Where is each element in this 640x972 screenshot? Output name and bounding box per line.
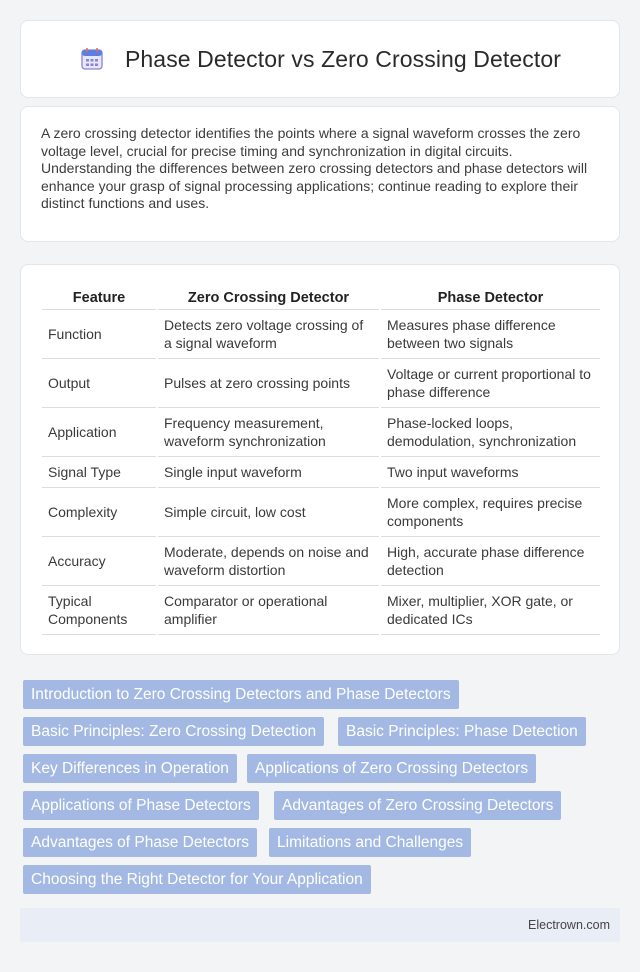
table-cell: Frequency measurement, waveform synchronization [158, 408, 379, 457]
tag-introduction[interactable]: Introduction to Zero Crossing Detectors and Phase Detectors [23, 680, 459, 709]
table-cell: Two input waveforms [381, 457, 600, 488]
header-feature: Feature [42, 285, 156, 310]
table-header-row [42, 285, 600, 310]
tag-key-differences[interactable]: Key Differences in Operation [23, 754, 237, 783]
table-cell: Output [42, 359, 156, 408]
table-cell: Measures phase difference between two signals [381, 310, 600, 359]
table-cell: High, accurate phase difference detection [381, 537, 600, 586]
table-cell: Voltage or current proportional to phase difference [381, 359, 600, 408]
table-cell: Detects zero voltage crossing of a signal waveform [158, 310, 379, 359]
table-row [42, 408, 600, 457]
tag-basic-principles-phase[interactable]: Basic Principles: Phase Detection [338, 717, 586, 746]
table-cell: Single input waveform [158, 457, 379, 488]
tag-applications-zero-crossing[interactable]: Applications of Zero Crossing Detectors [247, 754, 536, 783]
table-row [42, 457, 600, 488]
table-cell: Accuracy [42, 537, 156, 586]
table-row [42, 488, 600, 537]
calendar-icon [79, 46, 105, 72]
header-card [20, 20, 620, 98]
table-cell: More complex, requires precise components [381, 488, 600, 537]
comparison-table [40, 285, 602, 635]
header-phase-detector: Phase Detector [381, 285, 600, 310]
footer-site-name: Electrown.com [528, 918, 610, 932]
table-cell: Comparator or operational amplifier [158, 586, 379, 635]
table-cell: Simple circuit, low cost [158, 488, 379, 537]
page-title: Phase Detector vs Zero Crossing Detector [124, 45, 562, 72]
tag-applications-phase[interactable]: Applications of Phase Detectors [23, 791, 259, 820]
table-cell: Signal Type [42, 457, 156, 488]
tag-basic-principles-zero-crossing[interactable]: Basic Principles: Zero Crossing Detection [23, 717, 324, 746]
table-cell: Mixer, multiplier, XOR gate, or dedicated ICs [381, 586, 600, 635]
footer [20, 908, 620, 942]
table-row [42, 359, 600, 408]
table-cell: Moderate, depends on noise and waveform distortion [158, 537, 379, 586]
table-cell: Typical Components [42, 586, 156, 635]
comparison-table-card [20, 264, 620, 655]
header-zero-crossing: Zero Crossing Detector [158, 285, 379, 310]
table-cell: Pulses at zero crossing points [158, 359, 379, 408]
table-cell: Application [42, 408, 156, 457]
tag-advantages-zero-crossing[interactable]: Advantages of Zero Crossing Detectors [274, 791, 561, 820]
table-row [42, 586, 600, 635]
table-row [42, 537, 600, 586]
table-cell: Function [42, 310, 156, 359]
table-cell: Phase-locked loops, demodulation, synchronization [381, 408, 600, 457]
tag-limitations[interactable]: Limitations and Challenges [269, 828, 471, 857]
tag-choosing-detector[interactable]: Choosing the Right Detector for Your Application [23, 865, 371, 894]
intro-text: A zero crossing detector identifies the points where a signal waveform crosses the zero voltage level, crucial for precise timing and synchronization in digital circuits. Understanding the differences between zero crossing detectors and phase detectors will enhance your grasp of signal processing applications; continue reading to explore their distinct functions and uses. [41, 125, 588, 212]
table-cell: Complexity [42, 488, 156, 537]
table-row [42, 310, 600, 359]
intro-card [20, 106, 620, 242]
tag-advantages-phase[interactable]: Advantages of Phase Detectors [23, 828, 257, 857]
